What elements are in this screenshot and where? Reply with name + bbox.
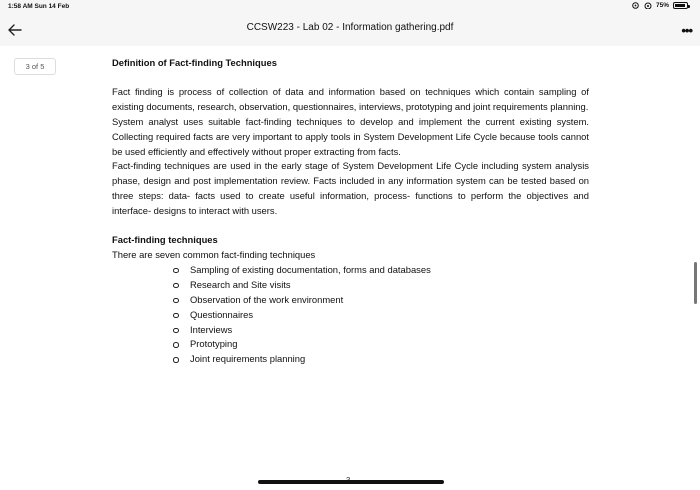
list-item: Observation of the work environment	[173, 293, 589, 308]
status-time: 1:58 AM Sun 14 Feb	[8, 3, 70, 10]
wifi-icon	[644, 2, 652, 9]
paragraph: Fact finding is process of collection of data and information based on techniques which contain sampling of existing documents, research, observation, questionnaires, interviews, prototyping and joint requirements planning.	[112, 85, 589, 112]
paragraph: Fact-finding techniques are used in the early stage of System Development Life Cycle including system analysis phase, design and post implementation review. Facts included in any information system can be tested based on three steps: data- facts used to create useful information, process- functions to perform the objectives and interface- designs to interact with users.	[112, 160, 589, 217]
battery-icon	[673, 2, 688, 9]
section-heading: Definition of Fact-finding Techniques	[112, 57, 277, 68]
list-item: Interviews	[173, 323, 589, 338]
techniques-list	[112, 263, 589, 367]
list-item: Research and Site visits	[173, 278, 589, 293]
paragraph: System analyst uses suitable fact-finding techniques to develop and implement the current existing system. Collecting required facts are very important to apply tools in System Development Life Cycle because tools cannot be used efficiently and effectively without proper extracting from facts.	[112, 115, 589, 157]
home-indicator[interactable]	[258, 480, 444, 484]
list-item: Prototyping	[173, 337, 589, 352]
scrollbar[interactable]	[694, 262, 697, 304]
list-item: Questionnaires	[173, 308, 589, 323]
techniques-intro: There are seven common fact-finding techniques	[112, 248, 316, 260]
navigation-bar	[0, 14, 700, 47]
more-options-icon[interactable]: •••	[681, 23, 692, 38]
screen-rotation-icon	[631, 2, 640, 9]
document-title: CCSW223 - Lab 02 - Information gathering.pdf	[246, 22, 454, 33]
battery-percent: 75%	[655, 2, 669, 9]
status-bar	[0, 0, 700, 14]
status-indicators	[631, 2, 688, 9]
body-paragraphs	[112, 85, 589, 219]
list-item: Joint requirements planning	[173, 352, 589, 367]
document-content	[112, 56, 589, 367]
subsection-heading: Fact-finding techniques	[112, 234, 218, 246]
page-indicator: 3 of 5	[14, 58, 56, 75]
list-item: Sampling of existing documentation, forms and databases	[173, 263, 589, 278]
